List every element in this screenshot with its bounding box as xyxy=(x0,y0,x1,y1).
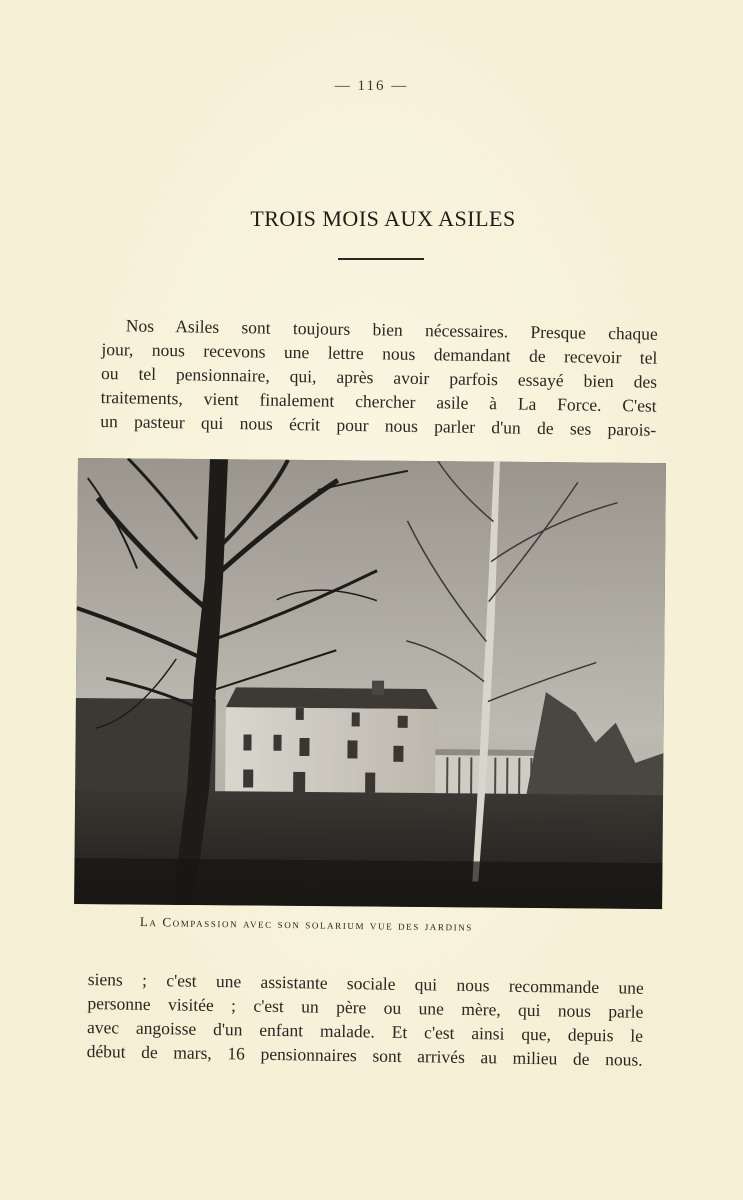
text-line: Nos Asiles sont toujours bien nécessaires. Presque chaque xyxy=(125,315,658,344)
title-rule-divider xyxy=(338,258,424,260)
text-line: personne visitée ; c'est un père ou une mère, qui nous parle xyxy=(87,992,644,1022)
chapter-title: TROIS MOIS AUX ASILES xyxy=(250,206,516,231)
text-line: ou tel pensionnaire, qui, après avoir parfois essayé bien des xyxy=(100,362,658,392)
photo-caption: La Compassion avec son solarium vue des jardins xyxy=(139,914,474,934)
text-line: jour, nous recevons une lettre nous demandant de recevoir tel xyxy=(101,338,658,368)
text-line: début de mars, 16 pensionnaires sont arrivés au milieu de nous. xyxy=(86,1040,643,1070)
paragraph-opening xyxy=(100,313,658,442)
paragraph-continuation xyxy=(86,967,643,1072)
text-line: traitements, vient finalement chercher asile à La Force. C'est xyxy=(100,386,657,416)
text-line: siens ; c'est une assistante sociale qui nous recommande une xyxy=(87,968,644,998)
text-line: avec angoisse d'un enfant malade. Et c'est ainsi que, depuis le xyxy=(86,1016,644,1046)
page-number: — 116 — xyxy=(334,78,409,94)
text-line: un pasteur qui nous écrit pour nous parler d'un de ses parois- xyxy=(100,410,657,440)
photo-illustration xyxy=(74,458,666,909)
photo-la-compassion-building xyxy=(74,458,666,909)
